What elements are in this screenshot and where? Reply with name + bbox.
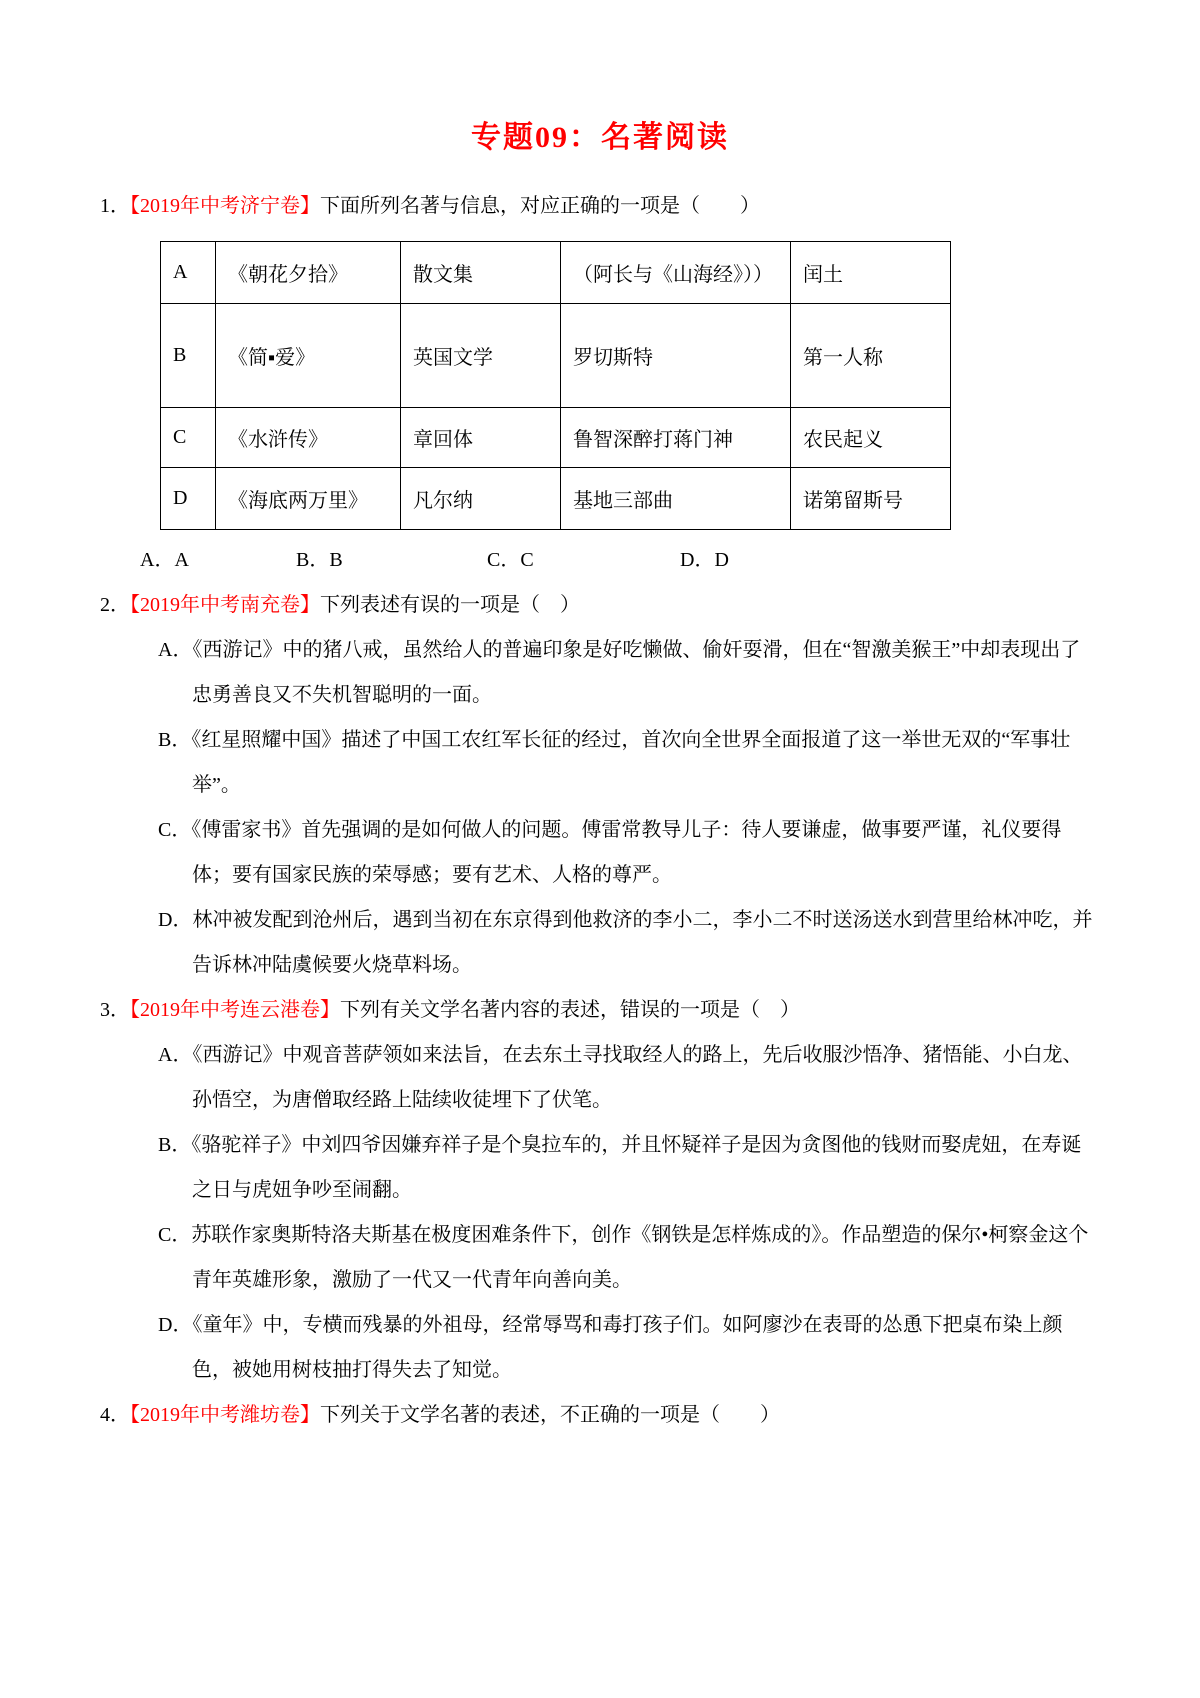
option-a: A．《西游记》中的猪八戒，虽然给人的普遍印象是好吃懒做、偷奸耍滑，但在“智激美猴王”中却表现出了忠勇善良又不失机智聪明的一面。 — [158, 639, 1081, 706]
question-number: 4． — [100, 1404, 130, 1426]
table-cell: （阿长与《山海经》）） — [561, 242, 791, 304]
option-c: C．《傅雷家书》首先强调的是如何做人的问题。傅雷常教导儿子：待人要谦虚，做事要严谨，礼仪要得体；要有国家民族的荣辱感；要有艺术、人格的尊严。 — [158, 819, 1062, 886]
table-cell: 《海底两万里》 — [216, 468, 401, 530]
table-cell: 诺第留斯号 — [791, 468, 951, 530]
question-number: 1． — [100, 195, 130, 217]
table-cell: 散文集 — [401, 242, 561, 304]
table-cell: 凡尔纳 — [401, 468, 561, 530]
page-title: 专题09：名著阅读 — [471, 121, 729, 154]
table-cell: 闰土 — [791, 242, 951, 304]
question-3-head — [100, 988, 1100, 1033]
question-number: 2． — [100, 594, 130, 616]
question-stem: 下列关于文学名著的表述，不正确的一项是（ ） — [320, 1404, 780, 1426]
answer-option-d: D．D — [680, 549, 729, 571]
option-d: D．《童年》中，专横而残暴的外祖母，经常辱骂和毒打孩子们。如阿廖沙在表哥的怂恿下把桌布染上颜色，被她用树枝抽打得失去了知觉。 — [158, 1314, 1063, 1381]
table-cell: 《朝花夕拾》 — [216, 242, 401, 304]
question-1 — [100, 184, 1100, 583]
question-source-tag: 【2019年中考连云港卷】 — [130, 999, 340, 1021]
option-b: B．《骆驼祥子》中刘四爷因嫌弃祥子是个臭拉车的，并且怀疑祥子是因为贪图他的钱财而娶虎妞，在寿诞之日与虎妞争吵至闹翻。 — [158, 1134, 1082, 1201]
table-cell: 章回体 — [401, 408, 561, 468]
table-cell: 基地三部曲 — [561, 468, 791, 530]
table-cell: 《简▪爱》 — [216, 304, 401, 408]
table-cell: A — [161, 242, 216, 304]
question-stem: 下列表述有误的一项是（ ） — [320, 594, 580, 616]
option-c: C．苏联作家奥斯特洛夫斯基在极度困难条件下，创作《钢铁是怎样炼成的》。作品塑造的保尔•柯察金这个青年英雄形象，激励了一代又一代青年向善向美。 — [158, 1224, 1089, 1291]
table-cell: 农民起义 — [791, 408, 951, 468]
table-cell: C — [161, 408, 216, 468]
table-cell: 英国文学 — [401, 304, 561, 408]
question-source-tag: 【2019年中考济宁卷】 — [130, 195, 320, 217]
table-cell: D — [161, 468, 216, 530]
answer-options-row — [140, 538, 1100, 583]
option-b: B．《红星照耀中国》描述了中国工农红军长征的经过，首次向全世界全面报道了这一举世无双的“军事壮举”。 — [158, 729, 1071, 796]
table-cell: 鲁智深醉打蒋门神 — [561, 408, 791, 468]
table-row — [161, 304, 951, 408]
table-row — [161, 468, 951, 530]
question-number: 3． — [100, 999, 130, 1021]
question-3 — [100, 988, 1100, 1393]
question-2-head — [100, 583, 1100, 628]
question-source-tag: 【2019年中考潍坊卷】 — [130, 1404, 320, 1426]
option-d: D．林冲被发配到沧州后，遇到当初在东京得到他救济的李小二，李小二不时送汤送水到营里给林冲吃，并告诉林冲陆虞候要火烧草料场。 — [158, 909, 1093, 976]
option-a: A．《西游记》中观音菩萨领如来法旨，在去东土寻找取经人的路上，先后收服沙悟净、猪悟能、小白龙、孙悟空，为唐僧取经路上陆续收徒埋下了伏笔。 — [158, 1044, 1083, 1111]
table-cell: 罗切斯特 — [561, 304, 791, 408]
table-row — [161, 242, 951, 304]
answer-option-a: A．A — [140, 549, 189, 571]
answer-option-c: C．C — [487, 549, 534, 571]
question-stem: 下列有关文学名著内容的表述，错误的一项是（ ） — [340, 999, 800, 1021]
question-4-head — [100, 1393, 1100, 1438]
question-stem: 下面所列名著与信息，对应正确的一项是（ ） — [320, 195, 760, 217]
table-row — [161, 408, 951, 468]
question-2 — [100, 583, 1100, 988]
question-1-head — [100, 184, 1100, 229]
table-cell: 第一人称 — [791, 304, 951, 408]
question-source-tag: 【2019年中考南充卷】 — [130, 594, 320, 616]
question-4 — [100, 1393, 1100, 1438]
table-cell: 《水浒传》 — [216, 408, 401, 468]
table-cell: B — [161, 304, 216, 408]
answer-option-b: B．B — [296, 549, 343, 571]
literature-table — [160, 241, 951, 530]
